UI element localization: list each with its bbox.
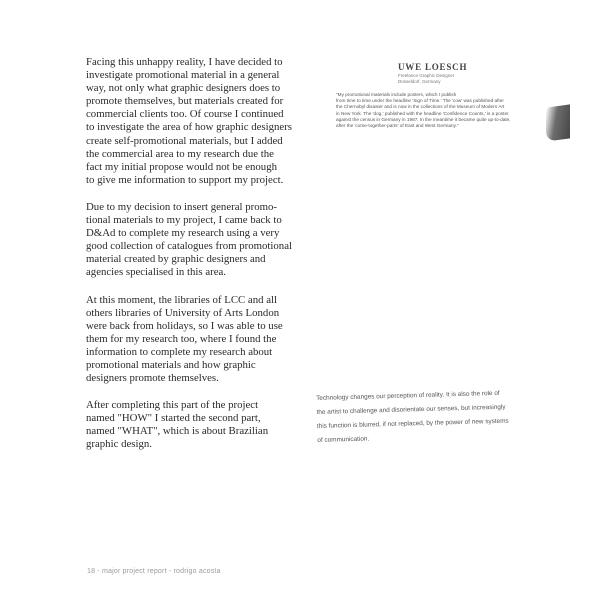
body-paragraph-3: At this moment, the libraries of LCC and all others libraries of University of Arts London were back from holidays, so I was able to use them for my research too, where I found the information to complete my research about promotional materials and how graphic designers promote themselves. — [86, 293, 283, 385]
clipping-quote-text: "My promotional materials include posters, which I publish from time to time under the headline 'Sign of Time.' The 'cow' was published after the Chernobyl disaster and is now in the collections of the Museum of Modern Art in New York. The 'dog,' published with the headline 'Confidence Counts,' is a poster against the census in Germany in 1987. In the meantime it became quite up-to-date, after the 'come-together-parts' of East and West Germany." — [336, 92, 511, 129]
clipping-quote-text-bottom: Technology changes our perception of reality. It is also the role of the artist to challenge and disorientate our senses, but increasingly this function is blurred, if not replaced, by the power of new systems of communication. — [316, 389, 509, 444]
quote-clipping-top — [306, 52, 566, 142]
quote-clipping-bottom — [316, 389, 582, 462]
clipping-author-name: UWE LOESCH — [398, 62, 468, 72]
page-footer: 18 - major project report - rodrigo acosta — [87, 568, 221, 575]
body-paragraph-2: Due to my decision to insert general promo- tional materials to my project, I came back to D&Ad to complete my research using a very good collection of catalogues from promotional material created by graphic designers and agencies specialised in this area. — [86, 200, 292, 279]
body-text-column — [86, 56, 310, 466]
body-paragraph-1: Facing this unhappy reality, I have decided to investigate promotional material in a general way, not only what graphic designers does to promote themselves, but materials created for commercial clients too. Of course I continued to investigate the area of how graphic designers create self-promotional materials, but I added the commercial area to my research due the fact my initial propose would not be enough to give me information to support my project. — [86, 56, 292, 186]
clipping-author-role: Freelance Graphic Designer Düsseldorf, Germany — [398, 73, 455, 84]
scan-shadow — [546, 104, 570, 141]
body-paragraph-4: After completing this part of the project named "HOW" I started the second part, named "WHAT", which is about Brazilian graphic design. — [86, 399, 269, 451]
